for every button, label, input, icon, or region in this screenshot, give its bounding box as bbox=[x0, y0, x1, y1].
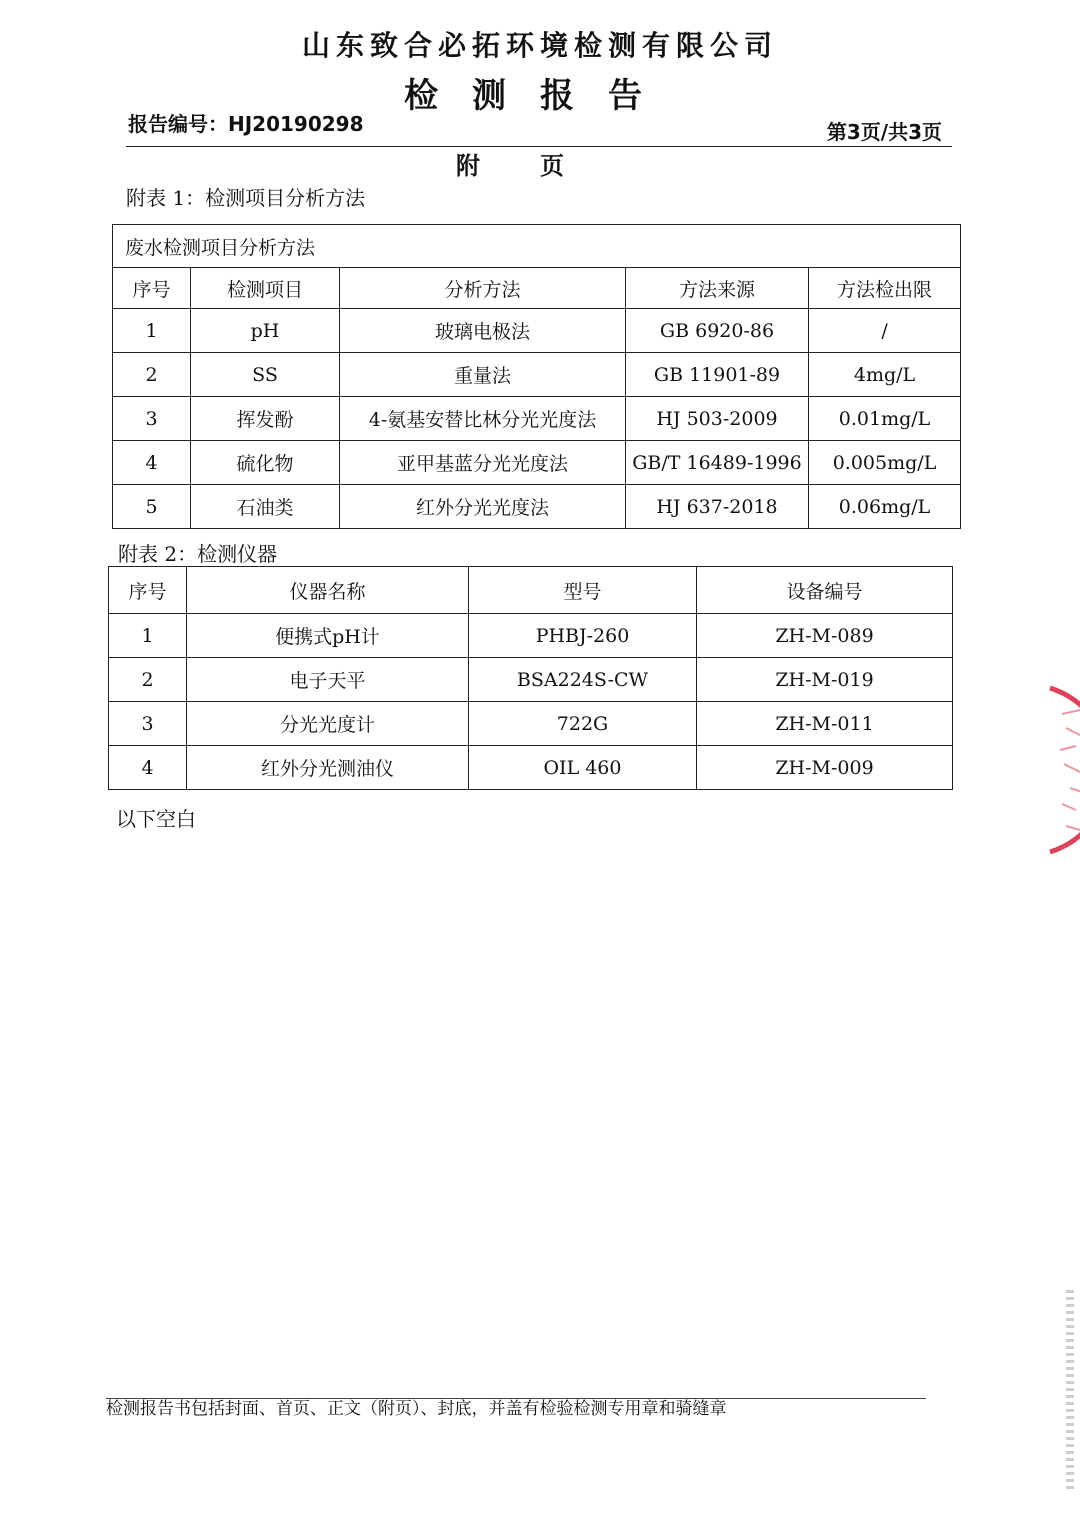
table-cell: GB 6920-86 bbox=[626, 309, 809, 353]
column-header: 序号 bbox=[113, 268, 191, 309]
blank-below-remark: 以下空白 bbox=[116, 807, 196, 831]
table-cell: 1 bbox=[113, 309, 191, 353]
table-cell: 石油类 bbox=[191, 485, 340, 529]
table-cell: 0.06mg/L bbox=[809, 485, 961, 529]
table-cell: 硫化物 bbox=[191, 441, 340, 485]
table-cell: HJ 637-2018 bbox=[626, 485, 809, 529]
seal-stamp-fragment bbox=[1036, 680, 1080, 860]
table-cell: ZH-M-019 bbox=[697, 658, 953, 702]
table-cell: GB 11901-89 bbox=[626, 353, 809, 397]
table-cell: 3 bbox=[109, 702, 187, 746]
table-cell: 5 bbox=[113, 485, 191, 529]
table-cell: 亚甲基蓝分光光度法 bbox=[340, 441, 626, 485]
table-cell: GB/T 16489-1996 bbox=[626, 441, 809, 485]
table-cell: 2 bbox=[113, 353, 191, 397]
document-title: 检测报告 bbox=[404, 76, 676, 116]
table-cell: PHBJ-260 bbox=[469, 614, 697, 658]
table-cell: 0.005mg/L bbox=[809, 441, 961, 485]
report-number: 报告编号：HJ20190298 bbox=[128, 112, 364, 136]
table-cell: / bbox=[809, 309, 961, 353]
column-header: 序号 bbox=[109, 567, 187, 614]
column-header: 方法来源 bbox=[626, 268, 809, 309]
table-cell: ZH-M-089 bbox=[697, 614, 953, 658]
table-cell: 0.01mg/L bbox=[809, 397, 961, 441]
table-cell: 3 bbox=[113, 397, 191, 441]
table-cell: 玻璃电极法 bbox=[340, 309, 626, 353]
column-header: 仪器名称 bbox=[187, 567, 469, 614]
column-header: 型号 bbox=[469, 567, 697, 614]
table2-header-row bbox=[109, 567, 953, 614]
table-row bbox=[113, 309, 961, 353]
analysis-methods-table bbox=[112, 224, 961, 529]
table-cell: OIL 460 bbox=[469, 746, 697, 790]
table-cell: 722G bbox=[469, 702, 697, 746]
table-cell: 4-氨基安替比林分光光度法 bbox=[340, 397, 626, 441]
table1-group-title: 废水检测项目分析方法 bbox=[113, 225, 961, 268]
table-cell: ZH-M-011 bbox=[697, 702, 953, 746]
page-indicator: 第3页/共3页 bbox=[826, 120, 942, 144]
table-row bbox=[113, 353, 961, 397]
appendix-title: 附页 bbox=[456, 152, 624, 180]
scan-edge-marks bbox=[1066, 1290, 1074, 1490]
table1-caption: 附表 1：检测项目分析方法 bbox=[126, 186, 366, 210]
seal-text-marks bbox=[1060, 710, 1080, 830]
table-cell: 电子天平 bbox=[187, 658, 469, 702]
footer-note: 检测报告书包括封面、首页、正文（附页）、封底，并盖有检验检测专用章和骑缝章 bbox=[106, 1399, 727, 1419]
table-cell: 红外分光光度法 bbox=[340, 485, 626, 529]
table-row bbox=[109, 614, 953, 658]
column-header: 分析方法 bbox=[340, 268, 626, 309]
table-cell: 4 bbox=[113, 441, 191, 485]
table1-header-row bbox=[113, 268, 961, 309]
table-cell: 分光光度计 bbox=[187, 702, 469, 746]
table-cell: 重量法 bbox=[340, 353, 626, 397]
table-cell: 红外分光测油仪 bbox=[187, 746, 469, 790]
table-cell: 4 bbox=[109, 746, 187, 790]
table-cell: BSA224S-CW bbox=[469, 658, 697, 702]
table-cell: SS bbox=[191, 353, 340, 397]
table2-caption: 附表 2：检测仪器 bbox=[118, 542, 278, 566]
instruments-table bbox=[108, 566, 953, 790]
table-cell: 挥发酚 bbox=[191, 397, 340, 441]
table-row bbox=[109, 658, 953, 702]
column-header: 检测项目 bbox=[191, 268, 340, 309]
table-cell: HJ 503-2009 bbox=[626, 397, 809, 441]
table-row bbox=[113, 441, 961, 485]
table-cell: pH bbox=[191, 309, 340, 353]
table-cell: ZH-M-009 bbox=[697, 746, 953, 790]
column-header: 设备编号 bbox=[697, 567, 953, 614]
table-row bbox=[113, 397, 961, 441]
column-header: 方法检出限 bbox=[809, 268, 961, 309]
table-row bbox=[109, 702, 953, 746]
company-name: 山东致合必拓环境检测有限公司 bbox=[301, 29, 778, 62]
table-cell: 1 bbox=[109, 614, 187, 658]
table-cell: 4mg/L bbox=[809, 353, 961, 397]
table-cell: 便携式pH计 bbox=[187, 614, 469, 658]
table-row bbox=[109, 746, 953, 790]
table-cell: 2 bbox=[109, 658, 187, 702]
table-row bbox=[113, 485, 961, 529]
